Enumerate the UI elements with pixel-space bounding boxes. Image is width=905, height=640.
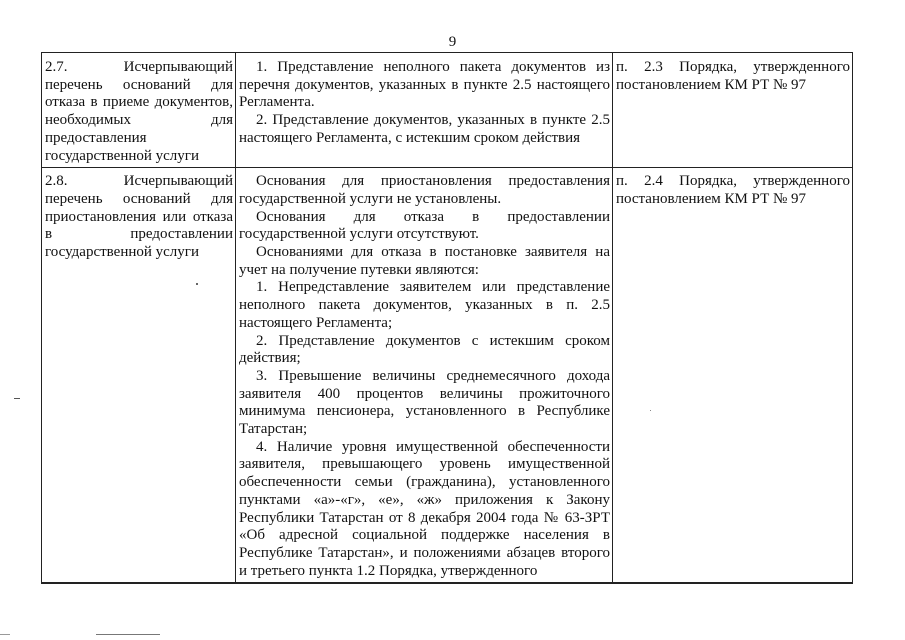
regulation-table bbox=[41, 52, 853, 584]
scan-artifact bbox=[96, 634, 160, 635]
content-paragraph: Основаниями для отказа в постановке заявителя на учет на получение путевки являются: bbox=[239, 244, 610, 278]
row-title: 2.8. Исчерпывающий перечень оснований для приостановления или отказа в предоставлении государственной услуги bbox=[45, 173, 233, 261]
content-paragraph: 2. Представление документов с истекшим сроком действия; bbox=[239, 332, 610, 367]
page-number: 9 bbox=[448, 34, 457, 50]
scan-artifact bbox=[14, 398, 20, 399]
row-reference-cell bbox=[613, 168, 853, 584]
scan-artifact bbox=[0, 634, 10, 635]
row-title-cell bbox=[42, 168, 236, 584]
row-title: 2.7. Исчерпывающий перечень оснований для отказа в приеме документов, необходимых для предоставления государственной услуги bbox=[45, 59, 233, 164]
row-content-cell bbox=[236, 53, 613, 168]
content-paragraph: Основания для приостановления предоставления государственной услуги не установлены. bbox=[239, 173, 610, 207]
row-title-cell bbox=[42, 53, 236, 168]
content-paragraph: 4. Наличие уровня имущественной обеспеченности заявителя, превышающего уровень имущественной обеспеченности семьи (гражданина), установленного пунктами «а»-«г», «е», «ж» приложения к Закону Республики Татарстан от 8 декабря 2004 года № 63-ЗРТ «Об адресной социальной поддержке населения в Республике Татарстан», и положениями абзацев второго и третьего пункта 1.2 Порядка, утвержденного bbox=[239, 438, 610, 579]
row-content-cell bbox=[236, 168, 613, 584]
content-paragraph: 1. Представление неполного пакета документов из перечня документов, указанных в пункте 2.5 настоящего Регламента. bbox=[239, 59, 610, 111]
row-reference-cell bbox=[613, 53, 853, 168]
scan-artifact bbox=[650, 410, 651, 411]
scan-artifact bbox=[196, 283, 198, 285]
content-paragraph: 2. Представление документов, указанных в пункте 2.5 настоящего Регламента, с истекшим сроком действия bbox=[239, 112, 610, 146]
content-paragraph: 1. Непредставление заявителем или представление неполного пакета документов, указанных в п. 2.5 настоящего Регламента; bbox=[239, 279, 610, 331]
table-row bbox=[42, 168, 853, 584]
content-paragraph: 3. Превышение величины среднемесячного дохода заявителя 400 процентов величины прожиточного минимума пенсионера, установленного в Республике Татарстан; bbox=[239, 367, 610, 438]
row-reference: п. 2.3 Порядка, утвержденного постановлением КМ РТ № 97 bbox=[616, 59, 850, 93]
table-row bbox=[42, 53, 853, 168]
content-paragraph: Основания для отказа в предоставлении государственной услуги отсутствуют. bbox=[239, 208, 610, 243]
row-reference: п. 2.4 Порядка, утвержденного постановлением КМ РТ № 97 bbox=[616, 173, 850, 207]
